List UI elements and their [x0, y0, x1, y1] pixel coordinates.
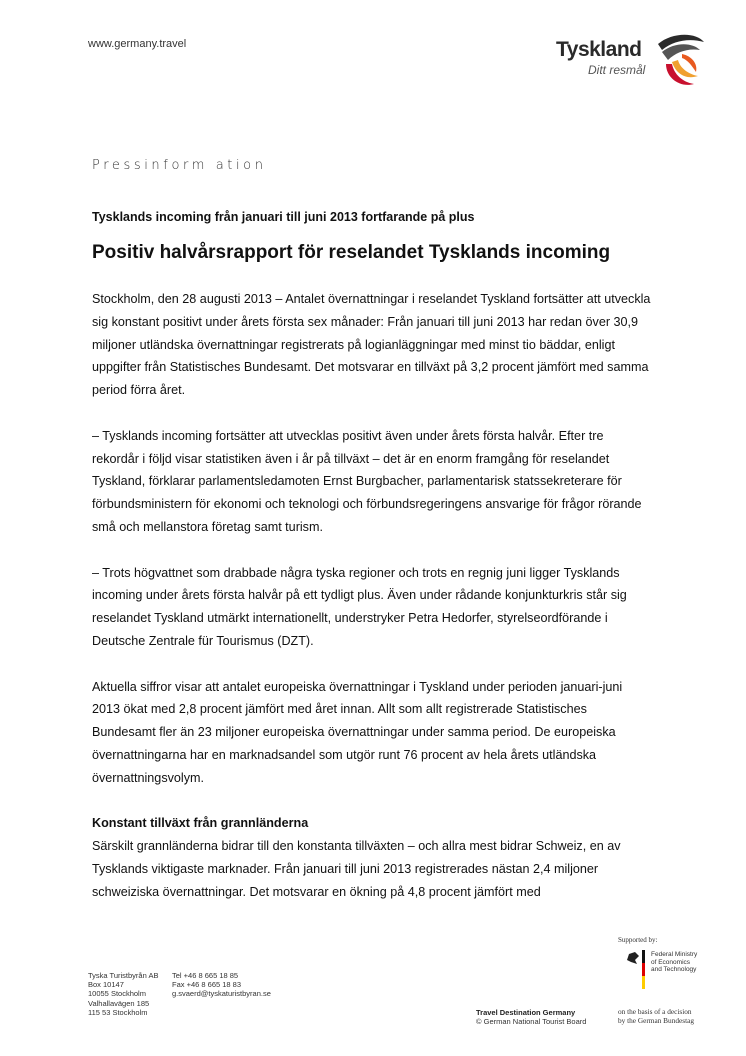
- logo-title: Tyskland: [556, 38, 642, 61]
- address-line: Valhallavägen 185: [88, 998, 150, 1008]
- federal-eagle-icon: [625, 950, 649, 990]
- basis-line: by the German Bundestag: [618, 1015, 694, 1025]
- footer-address: [88, 971, 158, 1017]
- footer-organization: [476, 1008, 586, 1026]
- paragraph: Stockholm, den 28 augusti 2013 – Antalet övernattningar i reselandet Tyskland fortsätter att utveckla sig konstant positivt under årets första sex månader: Från januari till juni 2013 har redan över 30,9 miljoner utländska övernattningar registrerats på logianläggningar med minst tio bäddar, enligt uppgifter från Statistisches Bundesamt. Det motsvarar en tillväxt på 3,2 procent jämfört med samma period förra året.: [92, 292, 651, 398]
- ministry-name: [651, 951, 697, 974]
- address-line: Tyska Turistbyrån AB: [88, 971, 159, 980]
- subheading: Konstant tillväxt från grannländerna: [92, 816, 309, 831]
- bundestag-note: [618, 1008, 694, 1026]
- ministry-line: of Economics: [651, 958, 691, 966]
- paragraph: – Tysklands incoming fortsätter att utvecklas positivt även under årets första halvår. Efter tre rekordår i följd visar statistiken även i år på tillväxt – det är en enorm framgång för reselandet Tyskland, förklarar parlamentsledamoten Ernst Burgbacher, parlamentarisk statssekreterare för förbundsministern för ekonomi och teknologi och förbundsregeringens ansvarige för frågor rörande små och mellanstora företag samt turism.: [92, 428, 642, 534]
- org-name: Travel Destination Germany: [476, 1008, 576, 1017]
- address-line: 115 53 Stockholm: [88, 1007, 148, 1017]
- headline: Positiv halvårsrapport för reselandet Tysklands incoming: [92, 242, 611, 263]
- section-label: Pressinform ation: [92, 158, 267, 173]
- logo-subtitle: Ditt resmål: [588, 63, 646, 77]
- eagle-wing-icon: [652, 30, 708, 92]
- address-line: 10055 Stockholm: [88, 989, 146, 999]
- ministry-line: and Technology: [651, 966, 697, 974]
- tyskland-logo: [550, 28, 710, 98]
- supported-by-label: Supported by:: [618, 936, 658, 944]
- paragraph: Särskilt grannländerna bidrar till den konstanta tillväxten – och allra mest bidrar Schweiz, en av Tysklands viktigaste marknader. Från januari till juni 2013 registrerades nästan 2,4 miljoner schweiziska övernattningar. Det motsvarar en ökning på 4,8 procent jämfört med: [92, 839, 621, 899]
- phone: Tel +46 8 665 18 85: [172, 971, 239, 980]
- website-url: www.germany.travel: [88, 38, 187, 50]
- email-link[interactable]: g.svaerd@tyskaturistbyran.se: [172, 989, 271, 999]
- ministry-line: Federal Ministry: [651, 951, 698, 958]
- basis-line: on the basis of a decision: [618, 1007, 692, 1016]
- fax: Fax +46 8 665 18 83: [172, 980, 242, 990]
- footer-contact: [172, 971, 271, 999]
- paragraph: Aktuella siffror visar att antalet europeiska övernattningar i Tyskland under perioden januari-juni 2013 ökat med 2,8 procent jämfört med året innan. Allt som allt registrerade Statistisches Bundesamt fler än 23 miljoner europeiska övernattningar under samma period. De europeiska övernattningarna har en marknadsandel som utgör runt 76 procent av hela årets utländska övernattningsvolym.: [92, 679, 623, 785]
- address-line: Box 10147: [88, 980, 124, 990]
- paragraph: – Trots högvattnet som drabbade några tyska regioner och trots en regnig juni ligger Tysklands incoming under årets första halvår på ett tydligt plus. Även under rådande konjunkturkris står sig reselandet Tyskland utmärkt internationellt, understryker Petra Hedorfer, styrelseordförande i Deutsche Zentrale für Tourismus (DZT).: [92, 565, 627, 648]
- article-body: [92, 288, 652, 904]
- ministry-logo: [625, 950, 715, 990]
- kicker: Tysklands incoming från januari till juni 2013 fortfarande på plus: [92, 210, 475, 224]
- org-subtitle: © German National Tourist Board: [476, 1017, 587, 1027]
